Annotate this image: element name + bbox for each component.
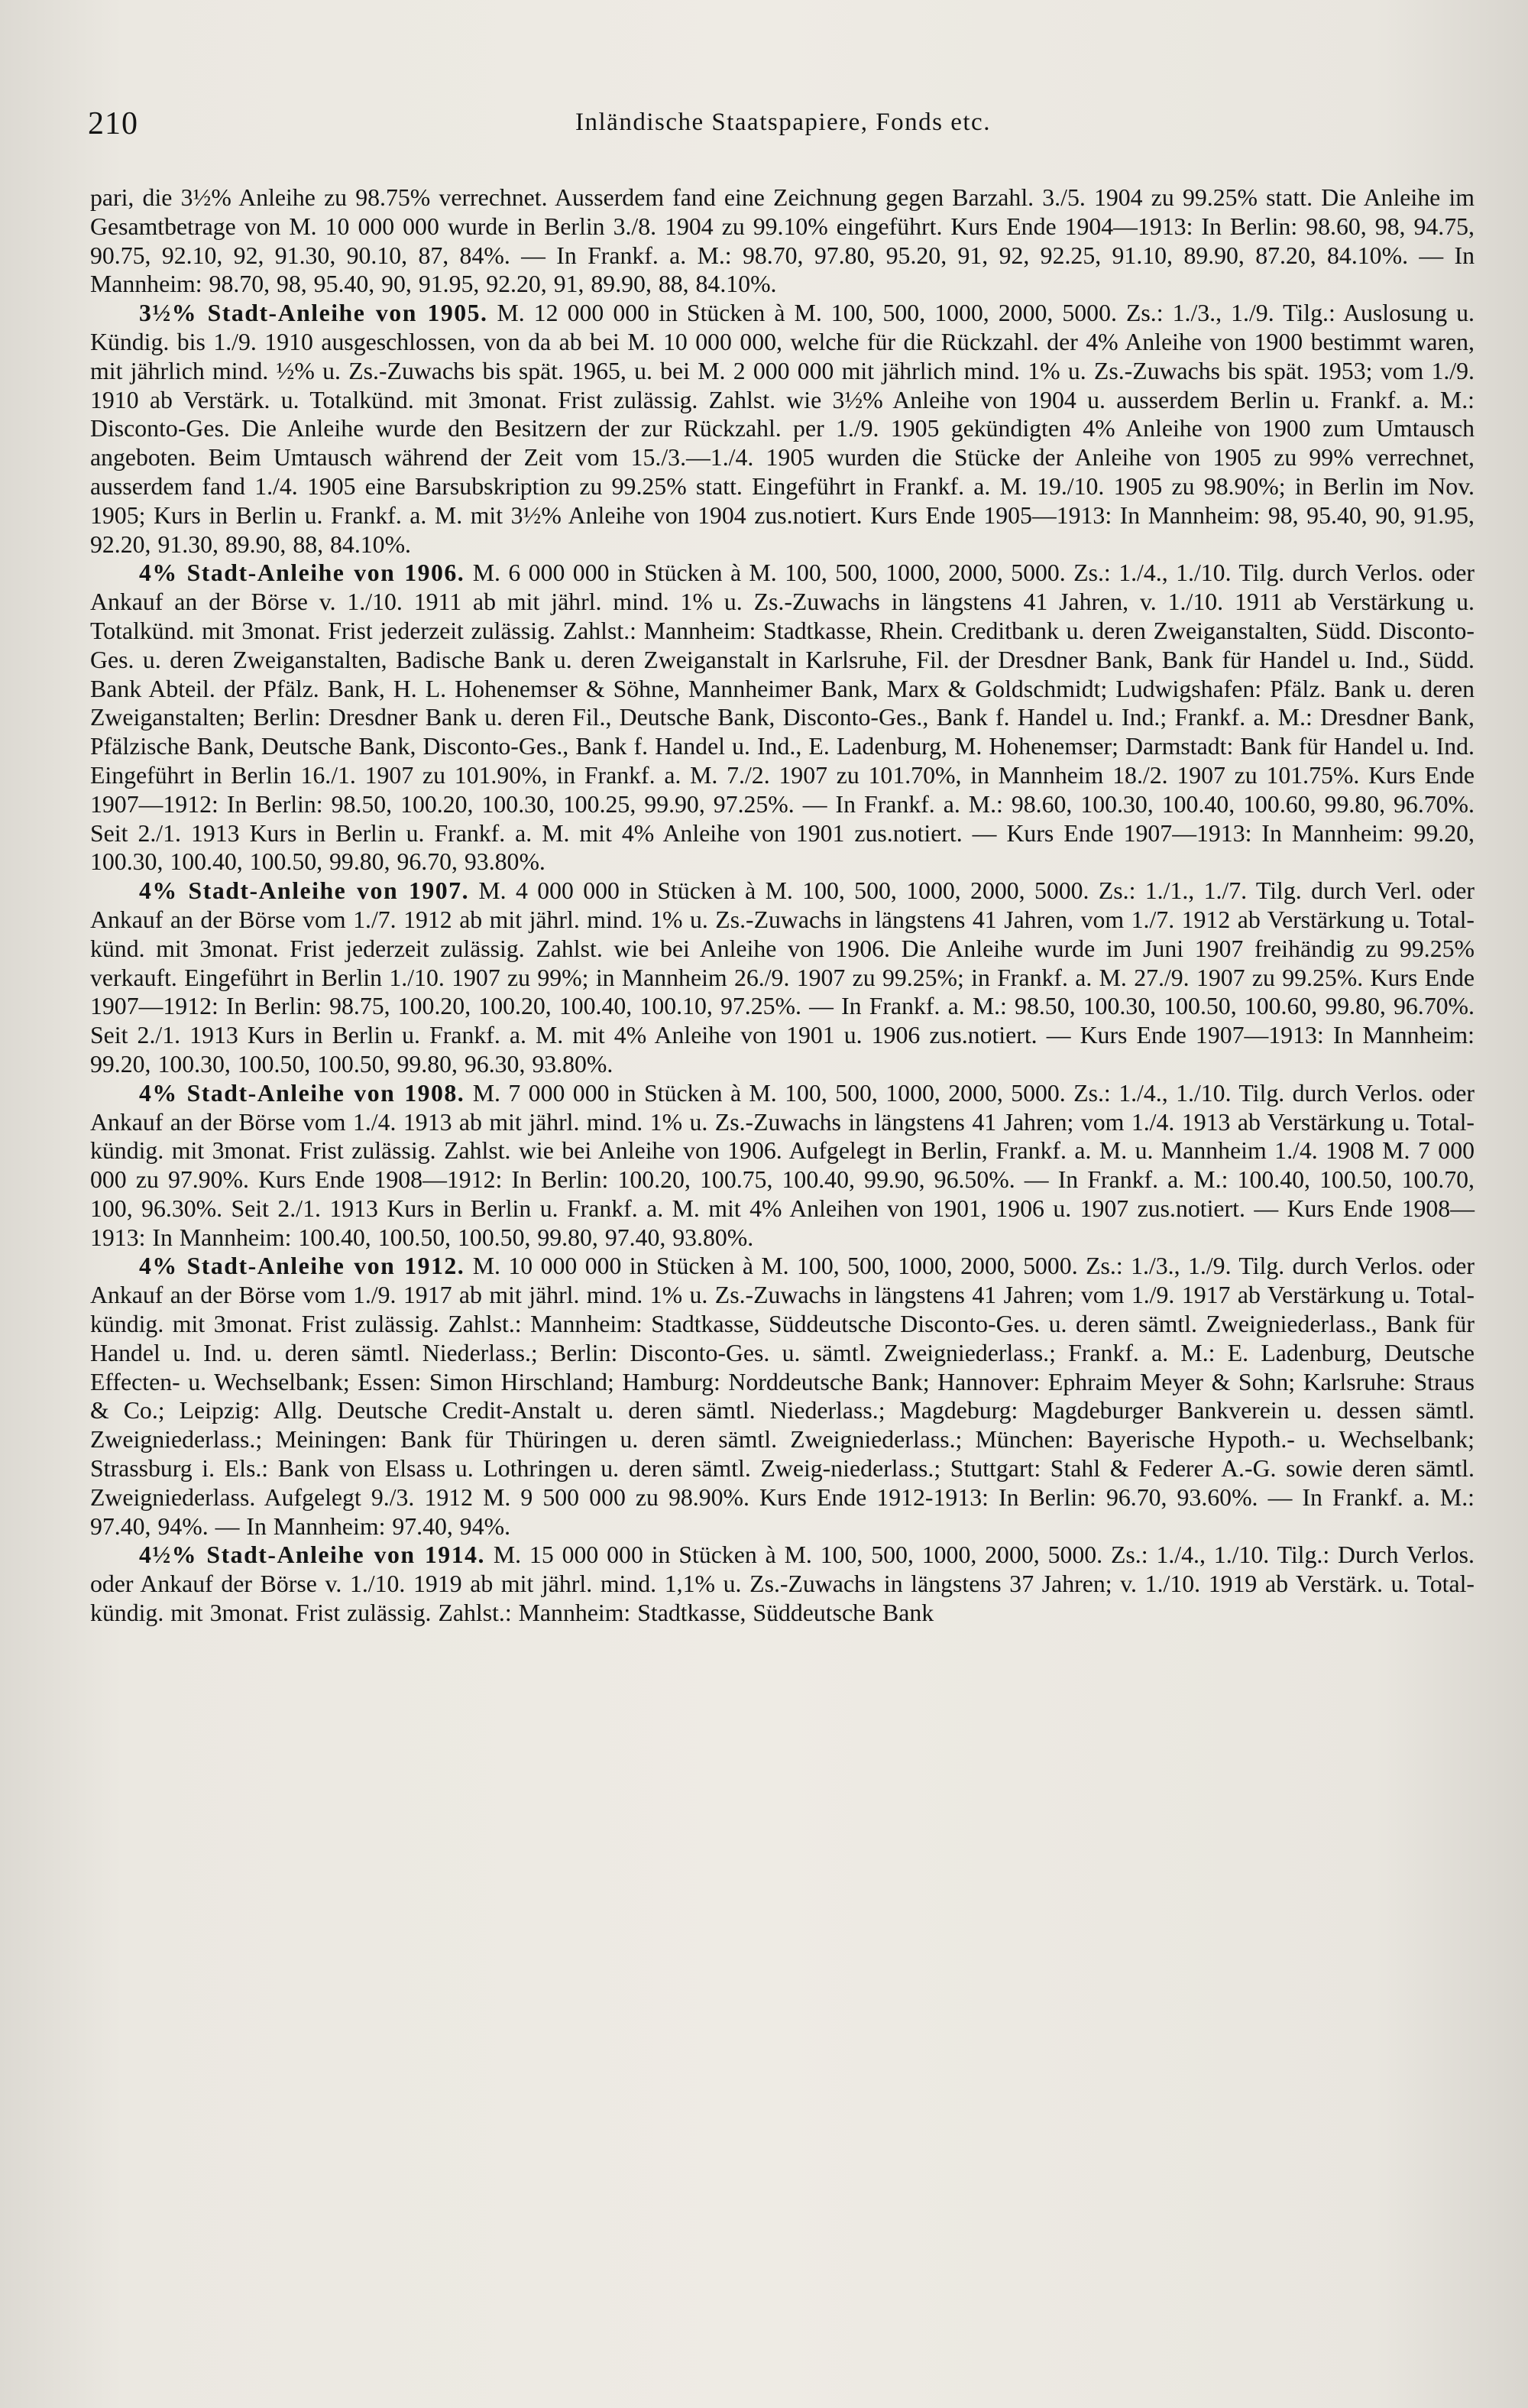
entry-heading: 4% Stadt-Anleihe von 1908.: [139, 1079, 465, 1107]
entry-text: M. 7 000 000 in Stücken à M. 100, 500, 1000, 2000, 5000. Zs.: 1./4., 1./10. Tilg. durch Verlos. oder Ankauf an der Börse vom 1./4. 1913 ab mit jährl. mind. 1% u. Zs.-Zuwachs in längstens 41 Jahren; vom 1./4. 1913 ab Verstärkung u. Total-kündig. mit 3monat. Frist zulässig. Zahlst. wie bei Anleihe von 1906. Aufgelegt in Berlin, Frankf. a. M. u. Mannheim 1./4. 1908 M. 7 000 000 zu 97.90%. Kurs Ende 1908—1912: In Berlin: 100.20, 100.75, 100.40, 99.90, 96.50%. — In Frankf. a. M.: 100.40, 100.50, 100.70, 100, 96.30%. Seit 2./1. 1913 Kurs in Berlin u. Frankf. a. M. mit 4% Anleihen von 1901, 1906 u. 1907 zus.notiert. — Kurs Ende 1908—1913: In Mannheim: 100.40, 100.50, 100.50, 99.80, 97.40, 93.80%.: [90, 1079, 1475, 1251]
body-text: [90, 183, 1475, 1628]
entry-heading: 4% Stadt-Anleihe von 1912.: [139, 1253, 465, 1280]
entry-heading: 4% Stadt-Anleihe von 1906.: [139, 559, 465, 587]
entry-heading: 3½% Stadt-Anleihe von 1905.: [139, 300, 488, 327]
entry-text: M. 6 000 000 in Stücken à M. 100, 500, 1000, 2000, 5000. Zs.: 1./4., 1./10. Tilg. durch Verlos. oder Ankauf an der Börse v. 1./10. 1911 ab mit jährl. mind. 1% u. Zs.-Zuwachs in längstens 41 Jahren, v. 1./10. 1911 ab Verstärkung u. Totalkünd. mit 3monat. Frist jederzeit zulässig. Zahlst.: Mannheim: Stadtkasse, Rhein. Creditbank u. deren Zweiganstalten, Südd. Disconto-Ges. u. deren Zweiganstalten, Badische Bank u. deren Zweiganstalt in Karlsruhe, Fil. der Dresdner Bank, Bank für Handel u. Ind., Südd. Bank Abteil. der Pfälz. Bank, H. L. Hohenemser & Söhne, Mannheimer Bank, Marx & Goldschmidt; Ludwigshafen: Pfälz. Bank u. deren Zweiganstalten; Berlin: Dresdner Bank u. deren Fil., Deutsche Bank, Disconto-Ges., Bank f. Handel u. Ind.; Frankf. a. M.: Dresdner Bank, Pfälzische Bank, Deutsche Bank, Disconto-Ges., Bank f. Handel u. Ind., E. Ladenburg, M. Hohenemser; Darmstadt: Bank für Handel u. Ind. Eingeführt in Berlin 16./1. 1907 zu 101.90%, in Frankf. a. M. 7./2. 1907 zu 101.70%, in Mannheim 18./2. 1907 zu 101.75%. Kurs Ende 1907—1912: In Berlin: 98.50, 100.20, 100.30, 100.25, 99.90, 97.25%. — In Frankf. a. M.: 98.60, 100.30, 100.40, 100.60, 99.80, 96.70%. Seit 2./1. 1913 Kurs in Berlin u. Frankf. a. M. mit 4% Anleihe von 1901 zus.notiert. — Kurs Ende 1907—1913: In Mannheim: 99.20, 100.30, 100.40, 100.50, 99.80, 96.70, 93.80%.: [90, 559, 1475, 876]
page-number: 210: [88, 106, 138, 141]
entry-text: M. 10 000 000 in Stücken à M. 100, 500, 1000, 2000, 5000. Zs.: 1./3., 1./9. Tilg. durch Verlos. oder Ankauf an der Börse vom 1./9. 1917 ab mit jährl. mind. 1% u. Zs.-Zuwachs in längstens 41 Jahren; vom 1./9. 1917 ab Verstärkung u. Total-kündig. mit 3monat. Frist zulässig. Zahlst.: Mannheim: Stadtkasse, Süddeutsche Disconto-Ges. u. deren sämtl. Zweigniederlass., Bank für Handel u. Ind. u. deren sämtl. Niederlass.; Berlin: Disconto-Ges. u. sämtl. Zweigniederlass.; Frankf. a. M.: E. Ladenburg, Deutsche Effecten- u. Wechselbank; Essen: Simon Hirschland; Hamburg: Norddeutsche Bank; Hannover: Ephraim Meyer & Sohn; Karlsruhe: Straus & Co.; Leipzig: Allg. Deutsche Credit-Anstalt u. deren sämtl. Niederlass.; Magdeburg: Magdeburger Bankverein u. dessen sämtl. Zweigniederlass.; Meiningen: Bank für Thüringen u. deren sämtl. Zweigniederlass.; München: Bayerische Hypoth.- u. Wechselbank; Strassburg i. Els.: Bank von Elsass u. Lothringen u. deren sämtl. Zweig-niederlass.; Stuttgart: Stahl & Federer A.-G. sowie deren sämtl. Zweigniederlass. Aufgelegt 9./3. 1912 M. 9 500 000 zu 98.90%. Kurs Ende 1912-1913: In Berlin: 96.70, 93.60%. — In Frankf. a. M.: 97.40, 94%. — In Mannheim: 97.40, 94%.: [90, 1253, 1475, 1540]
entry-heading: 4½% Stadt-Anleihe von 1914.: [139, 1541, 485, 1569]
entry-text: M. 15 000 000 in Stücken à M. 100, 500, 1000, 2000, 5000. Zs.: 1./4., 1./10. Tilg.: Durch Verlos. oder Ankauf der Börse v. 1./10. 1919 ab mit jährl. mind. 1,1% u. Zs.-Zuwachs in längstens 37 Jahren; v. 1./10. 1919 ab Verstärk. u. Total-kündig. mit 3monat. Frist zulässig. Zahlst.: Mannheim: Stadtkasse, Süddeutsche Bank: [90, 1541, 1475, 1627]
entry-text: M. 4 000 000 in Stücken à M. 100, 500, 1000, 2000, 5000. Zs.: 1./1., 1./7. Tilg. durch Verl. oder Ankauf an der Börse vom 1./7. 1912 ab mit jährl. mind. 1% u. Zs.-Zuwachs in längstens 41 Jahren, vom 1./7. 1912 ab Verstärkung u. Total-künd. mit 3monat. Frist jederzeit zulässig. Zahlst. wie bei Anleihe von 1906. Die Anleihe wurde im Juni 1907 freihändig zu 99.25% verkauft. Eingeführt in Berlin 1./10. 1907 zu 99%; in Mannheim 26./9. 1907 zu 99.25%; in Frankf. a. M. 27./9. 1907 zu 99.25%. Kurs Ende 1907—1912: In Berlin: 98.75, 100.20, 100.20, 100.40, 100.10, 97.25%. — In Frankf. a. M.: 98.50, 100.30, 100.50, 100.60, 99.80, 96.70%. Seit 2./1. 1913 Kurs in Berlin u. Frankf. a. M. mit 4% Anleihe von 1901 u. 1906 zus.notiert. — Kurs Ende 1907—1913: In Mannheim: 99.20, 100.30, 100.50, 100.50, 99.80, 96.30, 93.80%.: [90, 877, 1475, 1078]
running-title: Inländische Staatspapiere, Fonds etc.: [575, 109, 991, 136]
entry-continuation: [90, 183, 1475, 299]
entry-anleihe-1907: [90, 877, 1475, 1079]
entry-anleihe-1908: [90, 1079, 1475, 1253]
entry-text: pari, die 3½% Anleihe zu 98.75% verrechnet. Ausserdem fand eine Zeichnung gegen Barzahl. 3./5. 1904 zu 99.25% statt. Die Anleihe im Gesamtbetrage von M. 10 000 000 wurde in Berlin 3./8. 1904 zu 99.10% eingeführt. Kurs Ende 1904—1913: In Berlin: 98.60, 98, 94.75, 90.75, 92.10, 92, 91.30, 90.10, 87, 84%. — In Frankf. a. M.: 98.70, 97.80, 95.20, 91, 92, 92.25, 91.10, 89.90, 87.20, 84.10%. — In Mannheim: 98.70, 98, 95.40, 90, 91.95, 92.20, 91, 89.90, 88, 84.10%.: [90, 184, 1475, 298]
entry-anleihe-1912: [90, 1252, 1475, 1541]
entry-anleihe-1905: [90, 299, 1475, 559]
entry-heading: 4% Stadt-Anleihe von 1907.: [139, 877, 470, 905]
entry-text: M. 12 000 000 in Stücken à M. 100, 500, 1000, 2000, 5000. Zs.: 1./3., 1./9. Tilg.: Auslosung u. Kündig. bis 1./9. 1910 ausgeschlossen, von da ab bei M. 10 000 000, welche für die Rückzahl. der 4% Anleihe von 1900 bestimmt waren, mit jährlich mind. ½% u. Zs.-Zuwachs bis spät. 1965, u. bei M. 2 000 000 mit jährlich mind. 1% u. Zs.-Zuwachs bis spät. 1953; vom 1./9. 1910 ab Verstärk. u. Totalkünd. mit 3monat. Frist zulässig. Zahlst. wie 3½% Anleihe von 1904 u. ausserdem Berlin u. Frankf. a. M.: Disconto-Ges. Die Anleihe wurde den Besitzern der zur Rückzahl. per 1./9. 1905 gekündigten 4% Anleihe von 1900 zum Umtausch angeboten. Beim Umtausch während der Zeit vom 15./3.—1./4. 1905 wurden die Stücke der Anleihe von 1905 zu 99% verrechnet, ausserdem fand 1./4. 1905 eine Barsubskription zu 99.25% statt. Eingeführt in Frankf. a. M. 19./10. 1905 zu 98.90%; in Berlin im Nov. 1905; Kurs in Berlin u. Frankf. a. M. mit 3½% Anleihe von 1904 zus.notiert. Kurs Ende 1905—1913: In Mannheim: 98, 95.40, 90, 91.95, 92.20, 91.30, 89.90, 88, 84.10%.: [90, 300, 1475, 558]
entry-anleihe-1914: [90, 1541, 1475, 1627]
entry-anleihe-1906: [90, 559, 1475, 877]
page-header: [88, 105, 1478, 151]
